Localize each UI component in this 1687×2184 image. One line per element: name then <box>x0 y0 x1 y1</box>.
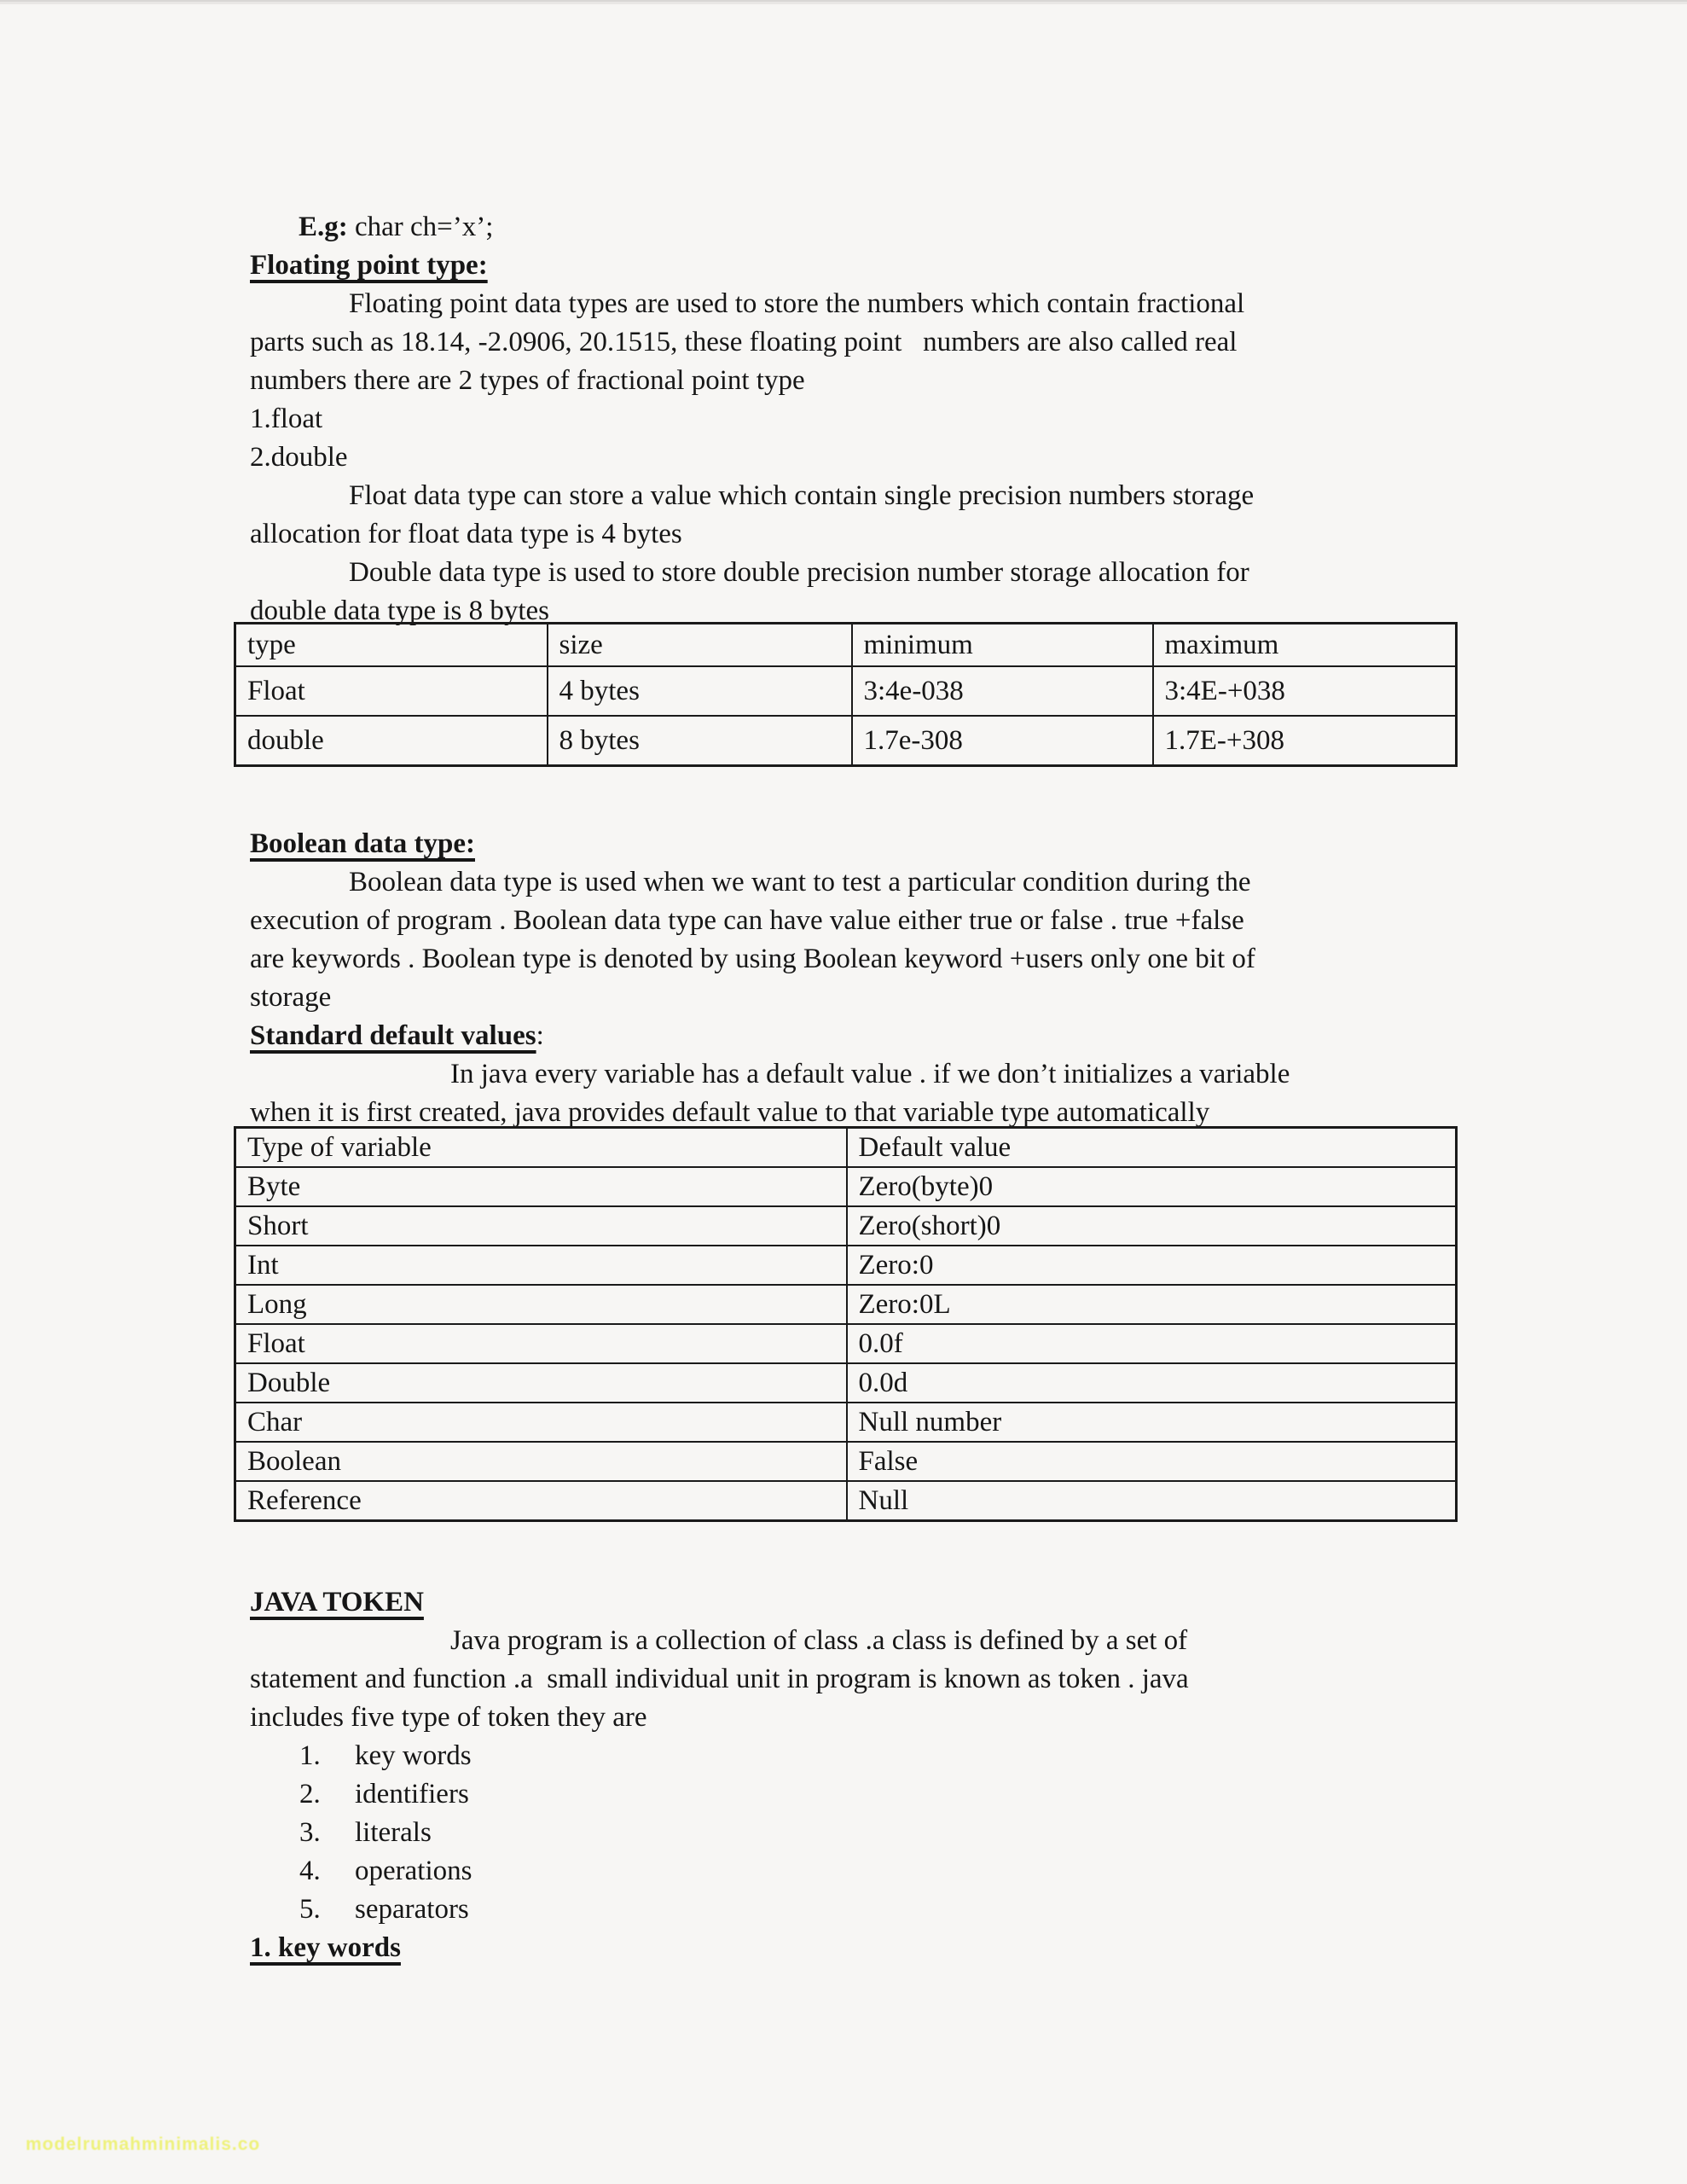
column-header: Default value <box>847 1128 1457 1168</box>
table-cell: Null number <box>847 1403 1457 1442</box>
table-cell: Long <box>235 1285 847 1324</box>
list-number: 3. <box>299 1817 321 1848</box>
table-cell: Zero(short)0 <box>847 1206 1457 1246</box>
table-cell: Zero:0 <box>847 1246 1457 1285</box>
paragraph-line: when it is first created, java provides default value to that variable type automatically <box>250 1097 1210 1128</box>
keywords-heading-line <box>250 1929 1495 1967</box>
table-cell: Int <box>235 1246 847 1285</box>
paragraph-line: Double data type is used to store double precision number storage allocation for <box>349 557 1249 588</box>
table-cell: 0.0d <box>847 1363 1457 1403</box>
column-header: maximum <box>1153 624 1457 667</box>
paragraph-line: storage <box>250 982 332 1013</box>
token-list-item <box>250 1814 1495 1852</box>
table-cell: Float <box>235 1324 847 1363</box>
watermark-text: modelrumahminimalis.co <box>26 2135 261 2154</box>
token-list-item <box>250 1852 1495 1891</box>
table-cell: Double <box>235 1363 847 1403</box>
paragraph-line: numbers there are 2 types of fractional point type <box>250 365 805 396</box>
table-row <box>235 1246 1457 1285</box>
list-label: separators <box>355 1894 469 1925</box>
table-cell: Short <box>235 1206 847 1246</box>
list-number: 2. <box>299 1779 321 1809</box>
paragraph-line: allocation for float data type is 4 bytes <box>250 519 682 549</box>
column-header: minimum <box>852 624 1153 667</box>
table-row <box>235 1442 1457 1481</box>
table-cell: Boolean <box>235 1442 847 1481</box>
table-cell: Zero:0L <box>847 1285 1457 1324</box>
list-number: 1. <box>299 1740 321 1771</box>
list-number: 5. <box>299 1894 321 1925</box>
floating-point-heading-line <box>250 247 1495 285</box>
column-header: Type of variable <box>235 1128 847 1168</box>
table-cell: Float <box>235 666 548 716</box>
paragraph-line: double data type is 8 bytes <box>250 595 550 626</box>
paragraph-line: Float data type can store a value which contain single precision numbers storage <box>349 480 1255 511</box>
list-label: identifiers <box>355 1779 469 1809</box>
table-header-row <box>235 1128 1457 1168</box>
table-header-row <box>235 624 1457 667</box>
table-row <box>235 1481 1457 1521</box>
float-list-item: 1.float <box>250 404 323 434</box>
table-cell: Reference <box>235 1481 847 1521</box>
floating-point-heading: Floating point type: <box>250 250 488 281</box>
column-header: type <box>235 624 548 667</box>
token-list-item <box>250 1891 1495 1929</box>
column-header: size <box>548 624 852 667</box>
token-list-item <box>250 1737 1495 1775</box>
paragraph-line: includes five type of token they are <box>250 1702 647 1733</box>
list-number: 4. <box>299 1856 321 1886</box>
page-top-edge <box>0 0 1687 4</box>
paragraph-line: execution of program . Boolean data type can have value either true or false . true +false <box>250 905 1244 936</box>
table-cell: False <box>847 1442 1457 1481</box>
default-values-table <box>234 1126 1458 1522</box>
java-token-section <box>250 1583 1495 1967</box>
table-cell: 1.7E-+308 <box>1153 716 1457 766</box>
table-cell: Byte <box>235 1167 847 1206</box>
java-token-heading: JAVA TOKEN <box>250 1587 424 1618</box>
paragraph-line: Java program is a collection of class .a class is defined by a set of <box>450 1625 1188 1656</box>
table-cell: 1.7e-308 <box>852 716 1153 766</box>
example-line <box>250 208 1495 247</box>
table-cell: 8 bytes <box>548 716 852 766</box>
float-double-type-table <box>234 622 1458 767</box>
paragraph-line: parts such as 18.14, -2.0906, 20.1515, these floating point numbers are also called real <box>250 327 1238 357</box>
paragraph-line: In java every variable has a default value . if we don’t initializes a variable <box>450 1059 1290 1089</box>
double-list-item: 2.double <box>250 442 348 473</box>
example-code: char ch=’x’; <box>347 212 494 242</box>
table-cell: Zero(byte)0 <box>847 1167 1457 1206</box>
table-cell: Null <box>847 1481 1457 1521</box>
paragraph-line: statement and function .a small individual unit in program is known as token . java <box>250 1664 1189 1694</box>
java-token-heading-line <box>250 1583 1495 1622</box>
boolean-heading: Boolean data type: <box>250 828 475 859</box>
table-cell: 3:4E-+038 <box>1153 666 1457 716</box>
list-label: key words <box>355 1740 472 1771</box>
heading-colon: : <box>536 1020 544 1051</box>
list-label: literals <box>355 1817 432 1848</box>
table-row <box>235 1206 1457 1246</box>
example-label: E.g: <box>299 212 348 242</box>
table-row <box>235 1403 1457 1442</box>
paragraph-line: Floating point data types are used to store the numbers which contain fractional <box>349 288 1245 319</box>
table-cell: 3:4e-038 <box>852 666 1153 716</box>
table-row <box>235 666 1457 716</box>
table-cell: 0.0f <box>847 1324 1457 1363</box>
standard-defaults-heading: Standard default values <box>250 1020 536 1051</box>
table-cell: 4 bytes <box>548 666 852 716</box>
keywords-heading: 1. key words <box>250 1932 401 1963</box>
standard-defaults-heading-line <box>250 1017 1495 1055</box>
token-list-item <box>250 1775 1495 1814</box>
table-cell: Char <box>235 1403 847 1442</box>
table-row <box>235 716 1457 766</box>
table-row <box>235 1324 1457 1363</box>
boolean-heading-line <box>250 825 1495 863</box>
table-cell: double <box>235 716 548 766</box>
table-row <box>235 1167 1457 1206</box>
floating-point-section <box>250 208 1495 630</box>
paragraph-line: Boolean data type is used when we want to test a particular condition during the <box>349 867 1251 897</box>
list-label: operations <box>355 1856 472 1886</box>
paragraph-line: are keywords . Boolean type is denoted by using Boolean keyword +users only one bit of <box>250 944 1255 974</box>
table-row <box>235 1285 1457 1324</box>
boolean-section <box>250 825 1495 1132</box>
table-row <box>235 1363 1457 1403</box>
